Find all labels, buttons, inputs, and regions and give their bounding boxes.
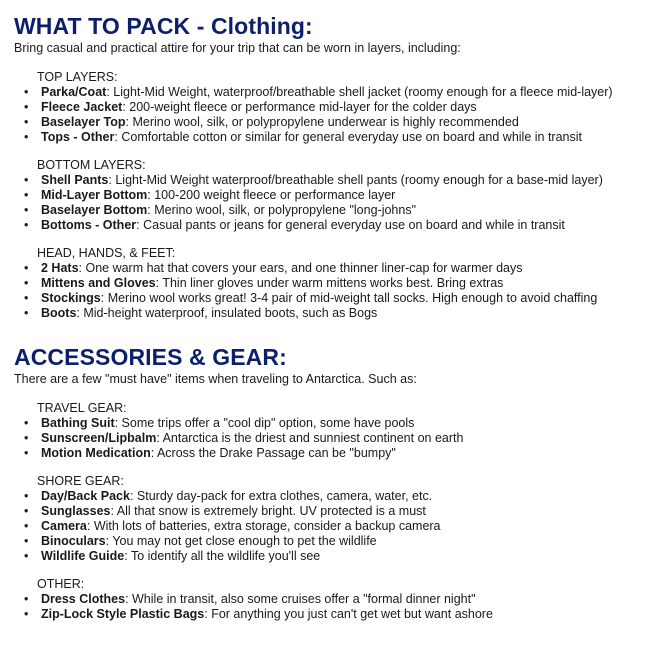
accessories-groups — [14, 401, 660, 622]
list-item — [14, 291, 660, 306]
bullet-icon: • — [24, 504, 29, 518]
list-item — [14, 100, 660, 115]
item-term: Parka/Coat — [41, 85, 107, 99]
bullet-icon: • — [24, 519, 29, 533]
item-description: : 200-weight fleece or performance mid-layer for the colder days — [122, 100, 477, 114]
accessories-intro: There are a few "must have" items when traveling to Antarctica. Such as: — [14, 372, 417, 386]
list-item — [14, 85, 660, 100]
item-term: Sunscreen/Lipbalm — [41, 431, 157, 445]
list-item — [14, 218, 660, 233]
item-term: Shell Pants — [41, 173, 109, 187]
item-term: Boots — [41, 306, 77, 320]
list-item — [14, 306, 660, 321]
item-description: : To identify all the wildlife you'll see — [124, 549, 321, 563]
bullet-icon: • — [24, 416, 29, 430]
item-description: : Comfortable cotton or similar for general everyday use on board and while in transit — [114, 130, 582, 144]
accessories-section — [14, 343, 660, 622]
item-term: Bottoms - Other — [41, 218, 137, 232]
item-list — [14, 416, 660, 461]
packing-group — [14, 70, 660, 145]
list-item — [14, 446, 660, 461]
group-title: OTHER: — [37, 577, 85, 591]
bullet-icon: • — [24, 130, 29, 144]
list-item — [14, 592, 660, 607]
packing-group — [14, 158, 660, 233]
bullet-icon: • — [24, 431, 29, 445]
item-term: Stockings — [41, 291, 101, 305]
list-item — [14, 489, 660, 504]
item-list — [14, 173, 660, 233]
item-description: : Sturdy day-pack for extra clothes, camera, water, etc. — [129, 489, 433, 503]
item-term: Dress Clothes — [41, 592, 126, 606]
item-description: : Thin liner gloves under warm mittens works best. Bring extras — [155, 276, 504, 290]
bullet-icon: • — [24, 188, 29, 202]
list-item — [14, 203, 660, 218]
bullet-icon: • — [24, 306, 29, 320]
item-description: : Some trips offer a "cool dip" option, some have pools — [114, 416, 415, 430]
bullet-icon: • — [24, 100, 29, 114]
list-item — [14, 519, 660, 534]
group-title: TOP LAYERS: — [37, 70, 118, 84]
packing-group — [14, 246, 660, 321]
group-title: TRAVEL GEAR: — [37, 401, 127, 415]
item-term: Fleece Jacket — [41, 100, 123, 114]
packing-group — [14, 474, 660, 564]
packing-group — [14, 401, 660, 461]
clothing-groups — [14, 70, 660, 321]
item-description: : Merino wool, silk, or polypropylene underwear is highly recommended — [125, 115, 519, 129]
clothing-section — [14, 12, 660, 321]
bullet-icon: • — [24, 592, 29, 606]
item-description: : Antarctica is the driest and sunniest continent on earth — [156, 431, 464, 445]
item-term: Mid-Layer Bottom — [41, 188, 148, 202]
item-term: Mittens and Gloves — [41, 276, 156, 290]
accessories-heading: ACCESSORIES & GEAR: — [14, 344, 287, 370]
item-term: Camera — [41, 519, 87, 533]
bullet-icon: • — [24, 115, 29, 129]
item-term: Baselayer Bottom — [41, 203, 148, 217]
group-title: HEAD, HANDS, & FEET: — [37, 246, 176, 260]
bullet-icon: • — [24, 276, 29, 290]
bullet-icon: • — [24, 173, 29, 187]
clothing-heading: WHAT TO PACK - Clothing: — [14, 13, 313, 39]
bullet-icon: • — [24, 218, 29, 232]
item-description: : Across the Drake Passage can be "bumpy" — [150, 446, 396, 460]
item-list — [14, 85, 660, 145]
item-description: : One warm hat that covers your ears, and one thinner liner-cap for warmer days — [78, 261, 523, 275]
item-term: Wildlife Guide — [41, 549, 125, 563]
item-description: : All that snow is extremely bright. UV protected is a must — [110, 504, 426, 518]
item-description: : Light-Mid Weight waterproof/breathable shell pants (roomy enough for a base-mid layer) — [108, 173, 603, 187]
list-item — [14, 261, 660, 276]
item-description: : For anything you just can't get wet but want ashore — [204, 607, 493, 621]
item-description: : While in transit, also some cruises offer a "formal dinner night" — [125, 592, 476, 606]
item-term: Day/Back Pack — [41, 489, 130, 503]
item-description: : Mid-height waterproof, insulated boots, such as Bogs — [76, 306, 378, 320]
bullet-icon: • — [24, 489, 29, 503]
list-item — [14, 173, 660, 188]
group-title: BOTTOM LAYERS: — [37, 158, 146, 172]
bullet-icon: • — [24, 607, 29, 621]
bullet-icon: • — [24, 203, 29, 217]
list-item — [14, 130, 660, 145]
item-term: 2 Hats — [41, 261, 79, 275]
list-item — [14, 549, 660, 564]
item-term: Tops - Other — [41, 130, 115, 144]
item-list — [14, 261, 660, 321]
bullet-icon: • — [24, 261, 29, 275]
list-item — [14, 431, 660, 446]
bullet-icon: • — [24, 291, 29, 305]
item-description: : Merino wool, silk, or polypropylene "long-johns" — [147, 203, 417, 217]
item-description: : Casual pants or jeans for general everyday use on board and while in transit — [136, 218, 565, 232]
list-item — [14, 276, 660, 291]
item-description: : Light-Mid Weight, waterproof/breathable shell jacket (roomy enough for a fleece mid-layer) — [106, 85, 613, 99]
item-description: : You may not get close enough to pet the wildlife — [105, 534, 377, 548]
item-term: Baselayer Top — [41, 115, 126, 129]
list-item — [14, 416, 660, 431]
item-description: : With lots of batteries, extra storage, consider a backup camera — [86, 519, 441, 533]
list-item — [14, 188, 660, 203]
bullet-icon: • — [24, 446, 29, 460]
item-list — [14, 592, 660, 622]
item-description: : Merino wool works great! 3-4 pair of mid-weight tall socks. High enough to avoid chaffing — [100, 291, 598, 305]
group-title: SHORE GEAR: — [37, 474, 124, 488]
item-term: Bathing Suit — [41, 416, 115, 430]
item-list — [14, 489, 660, 564]
item-term: Zip-Lock Style Plastic Bags — [41, 607, 205, 621]
bullet-icon: • — [24, 549, 29, 563]
item-term: Binoculars — [41, 534, 106, 548]
list-item — [14, 504, 660, 519]
bullet-icon: • — [24, 534, 29, 548]
packing-group — [14, 577, 660, 622]
bullet-icon: • — [24, 85, 29, 99]
list-item — [14, 607, 660, 622]
item-term: Motion Medication — [41, 446, 151, 460]
list-item — [14, 115, 660, 130]
item-term: Sunglasses — [41, 504, 111, 518]
item-description: : 100-200 weight fleece or performance layer — [147, 188, 396, 202]
list-item — [14, 534, 660, 549]
clothing-intro: Bring casual and practical attire for your trip that can be worn in layers, including: — [14, 41, 461, 55]
